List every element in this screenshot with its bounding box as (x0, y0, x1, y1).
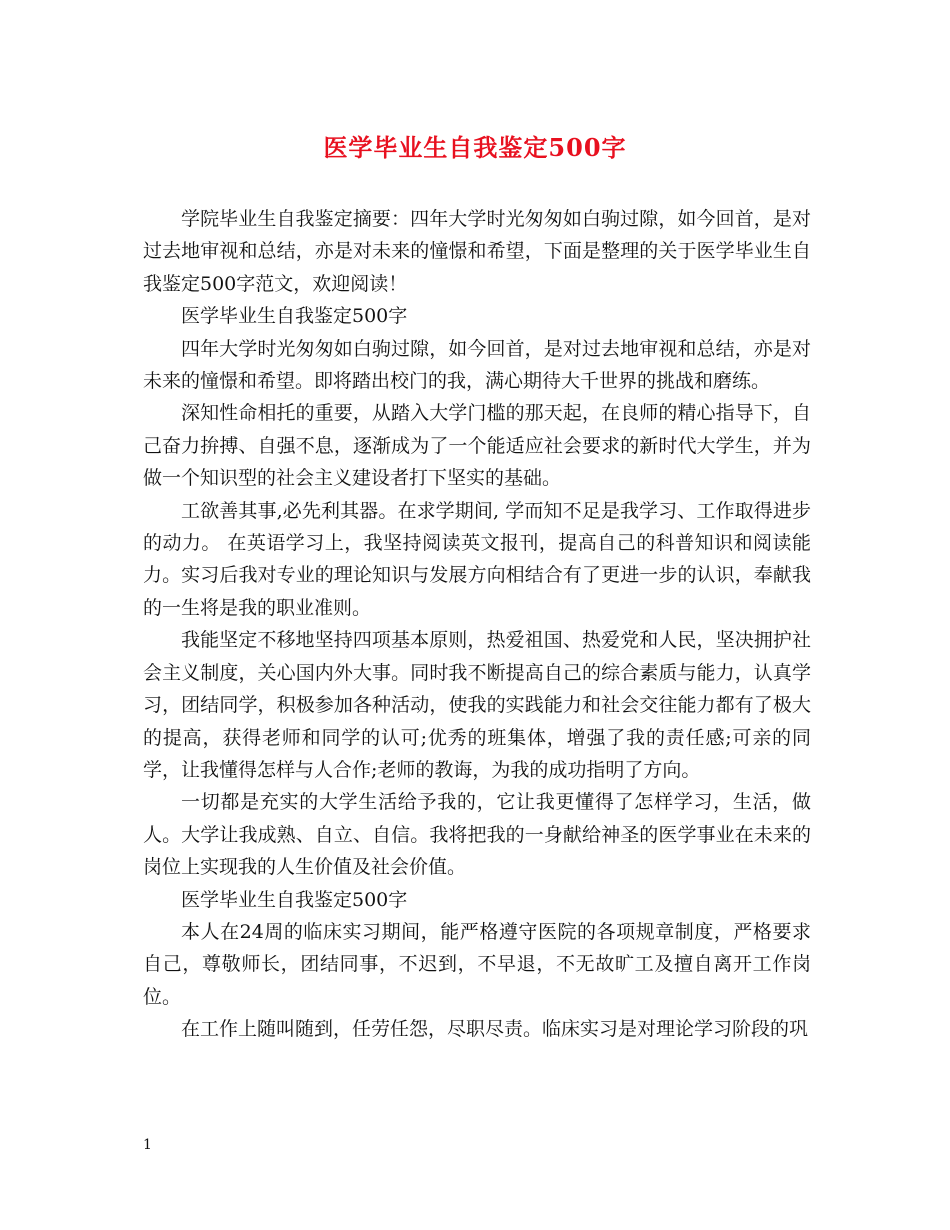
paragraph-subheading: 医学毕业生自我鉴定500字 (181, 888, 408, 911)
paragraph-intro: 学院毕业生自我鉴定摘要：四年大学时光匆匆如白驹过隙，如今回首，是对过去地审视和总结，亦是对未来的憧憬和希望，下面是整理的关于医学毕业生自我鉴定500字范文，欢迎阅读！ (143, 208, 811, 295)
paragraph: 我能坚定不移地坚持四项基本原则，热爱祖国、热爱党和人民，坚决拥护社会主义制度，关心国内外大事。同时我不断提高自己的综合素质与能力，认真学习，团结同学，积极参加各种活动，使我的实践能力和社会交往能力都有了极大的提高，获得老师和同学的认可;优秀的班集体，增强了我的责任感;可亲的同学，让我懂得怎样与人合作;老师的教诲，为我的成功指明了方向。 (143, 629, 811, 781)
paragraph: 在工作上随叫随到，任劳任怨，尽职尽责。临床实习是对理论学习阶段的巩 (181, 1018, 809, 1041)
document-body (143, 203, 811, 1046)
paragraph: 深知性命相托的重要，从踏入大学门槛的那天起，在良师的精心指导下，自己奋力拚搏、自强不息，逐渐成为了一个能适应社会要求的新时代大学生，并为做一个知识型的社会主义建设者打下坚实的基础。 (143, 402, 811, 490)
document-title: 医学毕业生自我鉴定500字 (323, 133, 627, 162)
page-number: 1 (143, 1137, 152, 1153)
paragraph-subheading: 医学毕业生自我鉴定500字 (181, 305, 408, 328)
paragraph: 四年大学时光匆匆如白驹过隙，如今回首，是对过去地审视和总结，亦是对未来的憧憬和希望。即将踏出校门的我，满心期待大千世界的挑战和磨练。 (143, 337, 811, 393)
paragraph: 工欲善其事,必先利其器。在求学期间, 学而知不足是我学习、工作取得进步的动力。 在英语学习上，我坚持阅读英文报刊，提高自己的科普知识和阅读能力。实习后我对专业的理论知识与发展方向相结合有了更进一步的认识，奉献我的一生将是我的职业准则。 (143, 499, 811, 619)
paragraph: 一切都是充实的大学生活给予我的，它让我更懂得了怎样学习，生活，做人。大学让我成熟、自立、自信。我将把我的一身献给神圣的医学事业在未来的岗位上实现我的人生价值及社会价值。 (143, 791, 811, 879)
paragraph: 本人在24周的临床实习期间，能严格遵守医院的各项规章制度，严格要求自己，尊敬师长，团结同事，不迟到，不早退，不无故旷工及擅自离开工作岗位。 (143, 920, 811, 1008)
